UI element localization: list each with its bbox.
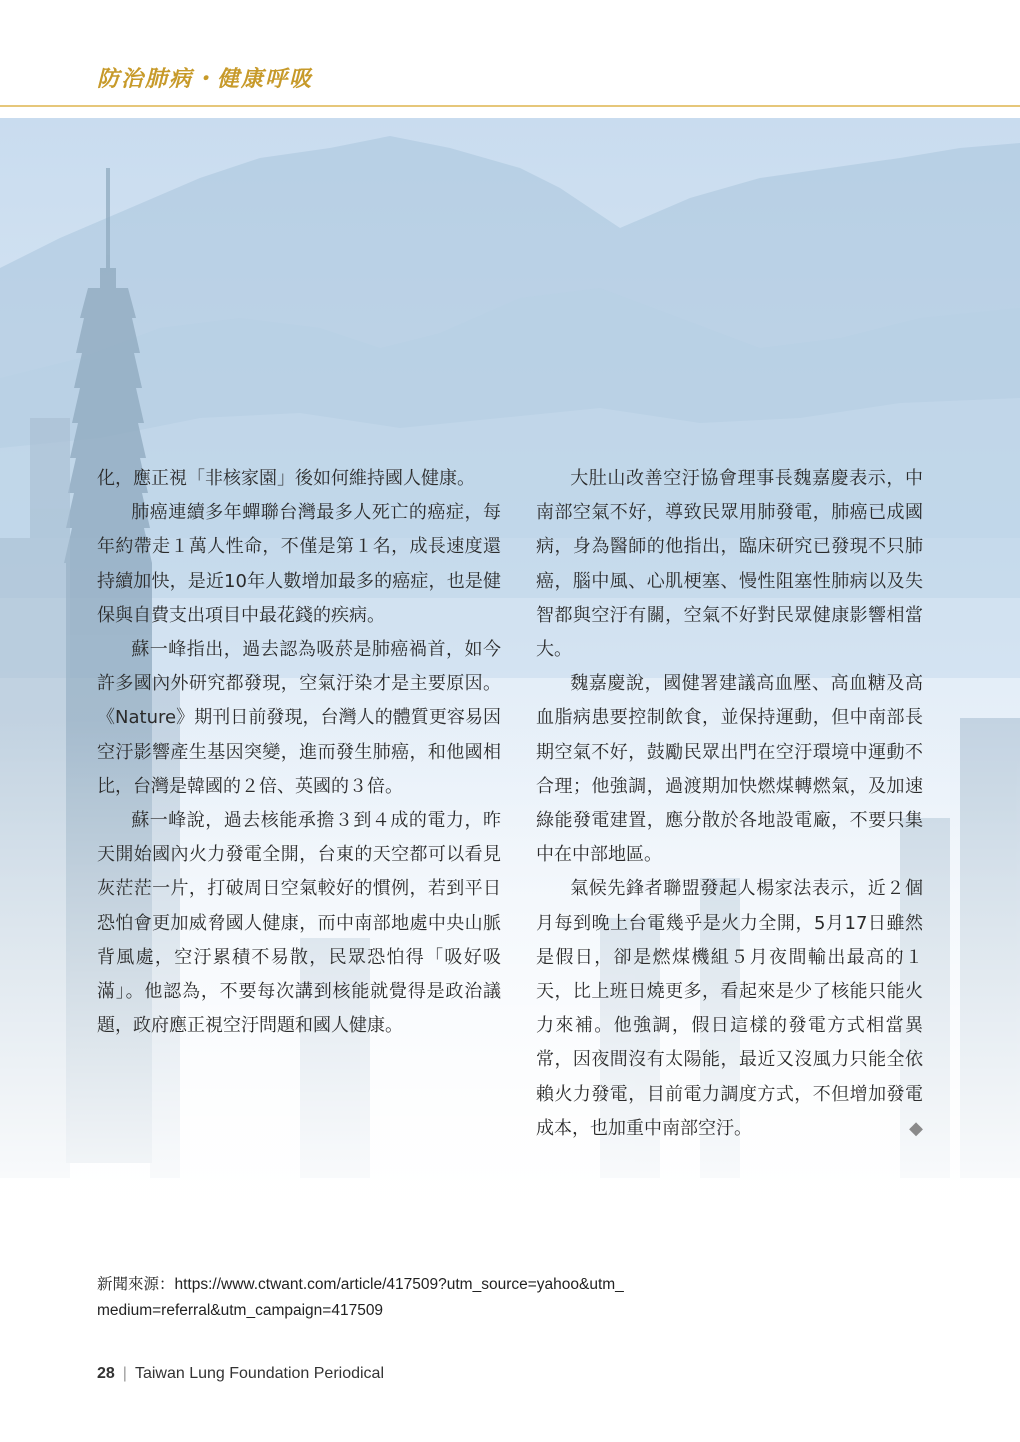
- article-paragraph: 蘇一峰說，過去核能承擔３到４成的電力，昨天開始國內火力發電全開，台東的天空都可以看見灰茫茫一片，打破周日空氣較好的慣例，若到平日恐怕會更加威脅國人健康，而中南部地處中央山脈背風處，空汙累積不易散，民眾恐怕得「吸好吸滿」。他認為，不要每次講到核能就覺得是政治議題，政府應正視空汙問題和國人健康。: [97, 810, 501, 1037]
- article-left-column: [97, 462, 501, 1043]
- publication-name: Taiwan Lung Foundation Periodical: [134, 1365, 385, 1382]
- page-header: [0, 0, 1020, 106]
- article-right-column: [536, 462, 923, 1146]
- news-source-line-2: medium=referral&utm_campaign=417509: [97, 1302, 384, 1319]
- news-source-line-1: 新聞來源：https://www.ctwant.com/article/417509?utm_source=yahoo&utm_: [97, 1276, 624, 1293]
- article-paragraph-last: [536, 872, 923, 1146]
- end-diamond-icon: ◆: [909, 1117, 923, 1139]
- page-number: 28: [97, 1365, 115, 1382]
- page-footer: [97, 1365, 384, 1383]
- article-paragraph: 大肚山改善空汙協會理事長魏嘉慶表示，中南部空氣不好，導致民眾用肺發電，肺癌已成國病，身為醫師的他指出，臨床研究已發現不只肺癌，腦中風、心肌梗塞、慢性阻塞性肺病以及失智都與空汙有關，空氣不好對民眾健康影響相當大。: [536, 468, 923, 661]
- article-paragraph: 肺癌連續多年蟬聯台灣最多人死亡的癌症，每年約帶走１萬人性命，不僅是第１名，成長速度還持續加快，是近10年人數增加最多的癌症，也是健保與自費支出項目中最花錢的疾病。: [97, 502, 501, 626]
- header-divider: [0, 105, 1020, 107]
- section-title: 防治肺病・健康呼吸: [97, 66, 314, 92]
- news-source: [97, 1272, 697, 1324]
- article-paragraph: 化，應正視「非核家園」後如何維持國人健康。: [97, 468, 475, 489]
- footer-separator: |: [122, 1365, 127, 1382]
- article-paragraph-text: 氣候先鋒者聯盟發起人楊家法表示，近２個月每到晚上台電幾乎是火力全開，5月17日雖然是假日，卻是燃煤機組５月夜間輸出最高的１天，比上班日燒更多，看起來是少了核能只能火力來補。他強調，假日這樣的發電方式相當異常，因夜間沒有太陽能，最近又沒風力只能全依賴火力發電，目前電力調度方式，不但增加發電成本，也加重中南部空汙。: [536, 878, 923, 1139]
- article-paragraph: 蘇一峰指出，過去認為吸菸是肺癌禍首，如今許多國內外研究都發現，空氣汙染才是主要原因。《Nature》期刊日前發現，台灣人的體質更容易因空汙影響產生基因突變，進而發生肺癌，和他國相比，台灣是韓國的２倍、英國的３倍。: [97, 639, 501, 797]
- article-paragraph: 魏嘉慶說，國健署建議高血壓、高血糖及高血脂病患要控制飲食，並保持運動，但中南部長期空氣不好，鼓勵民眾出門在空汙環境中運動不合理；他強調，過渡期加快燃煤轉燃氣，及加速綠能發電建置，應分散於各地設電廠，不要只集中在中部地區。: [536, 673, 923, 866]
